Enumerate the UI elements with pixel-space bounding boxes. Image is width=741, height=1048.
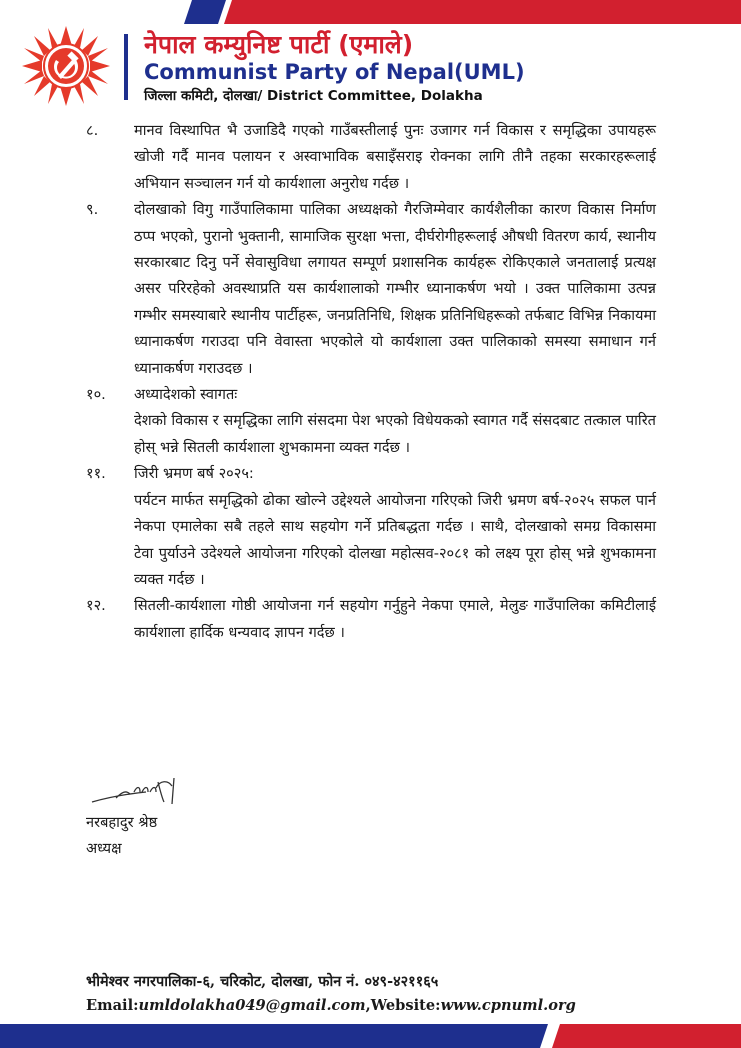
- resolution-item-12: [86, 593, 656, 646]
- signer-name: नरबहादुर श्रेष्ठ: [86, 814, 158, 831]
- website-link[interactable]: www.cpnuml.org: [440, 997, 576, 1014]
- item-text: पर्यटन मार्फत समृद्धिको ढोका खोल्ने उद्देश्यले आयोजना गरिएको जिरी भ्रमण बर्ष-२०२५ सफल पार्न नेकपा एमालेका सबै तहले साथ सहयोग गर्ने प्रतिबद्धता गर्दछ । साथै, दोलखाको समग्र विकासमा टेवा पुर्याउने उदेश्यले आयोजना गरिएको दोलखा महोत्सव-२०८१ को लक्ष्य पूरा होस् भन्ने शुभकामना व्यक्त गर्दछ ।: [134, 491, 656, 588]
- item-heading: जिरी भ्रमण बर्ष २०२५:: [134, 465, 254, 483]
- item-text: मानव विस्थापित भै उजाडिदै गएको गाउँबस्तीलाई पुनः उजागर गर्न विकास र समृद्धिका उपायहरू खोजी गर्दै मानव पलायन र अस्वाभाविक बसाइँसराइ रोक्नका लागि तीनै तहका सरकारहरूलाई अभियान सञ्चालन गर्न यो कार्यशाला अनुरोध गर्दछ ।: [134, 122, 656, 192]
- item-number: १२.: [86, 597, 106, 615]
- footer-address: भीमेश्वर नगरपालिका-६, चरिकोट, दोलखा, फोन नं. ०४९-४२११६५: [86, 973, 439, 990]
- item-text: सितली-कार्यशाला गोष्ठी आयोजना गर्न सहयोग गर्नुहुने नेकपा एमाले, मेलुङ गाउँपालिका कमिटीलाई कार्यशाला हार्दिक धन्यवाद ज्ञापन गर्दछ ।: [134, 597, 656, 641]
- footer-contact: [86, 997, 576, 1014]
- item-text: देशको विकास र समृद्धिका लागि संसदमा पेश भएको विधेयकको स्वागत गर्दै संसदबाट तत्काल पारित होस् भन्ने सितली कार्यशाला शुभकामना व्यक्त गर्दछ ।: [134, 412, 656, 456]
- item-number: ९.: [86, 201, 99, 219]
- email-label: Email:: [86, 997, 139, 1014]
- header-color-band: [0, 0, 741, 24]
- header-divider: [124, 34, 128, 100]
- email-link[interactable]: umldolakha049@gmail.com: [138, 997, 366, 1014]
- resolution-item-8: [86, 118, 656, 197]
- party-title-english: Communist Party of Nepal(UML): [144, 60, 525, 84]
- resolution-item-11: [86, 461, 656, 593]
- item-text: दोलखाको विगु गाउँपालिकामा पालिका अध्यक्षको गैरजिम्मेवार कार्यशैलीका कारण विकास निर्माण ठप्प भएको, पुरानो भुक्तानी, सामाजिक सुरक्षा भत्ता, दीर्घरोगीहरूलाई औषधी वितरण कार्य, स्थानीय सरकारबाट दिनु पर्ने सेवासुविधा लगायत सम्पूर्ण प्रशासनिक कार्यहरू रोकिएकाले जनतालाई प्रत्यक्ष असर परिरहेको अवस्थाप्रति यस कार्यशालाको गम्भीर ध्यानाकर्षण भयो । उक्त पालिकामा उत्पन्न गम्भीर समस्याबारे स्थानीय पार्टीहरू, जनप्रतिनिधि, शिक्षक प्रतिनिधिहरूको तर्फबाट विभिन्न निकायमा ध्यानाकर्षण गराउदा पनि वेवास्ता भएकोले यो कार्यशाला उक्त पालिकाको समस्या समाधान गर्न ध्यानाकर्षण गराउदछ ।: [134, 201, 656, 377]
- item-heading: अध्यादेशको स्वागतः: [134, 386, 238, 404]
- party-title-nepali: नेपाल कम्युनिष्ट पार्टी (एमाले): [144, 30, 414, 59]
- signer-title: अध्यक्ष: [86, 840, 122, 857]
- item-number: १०.: [86, 386, 106, 404]
- item-number: ११.: [86, 465, 106, 483]
- party-logo-emblem: [20, 24, 112, 108]
- resolution-item-9: [86, 197, 656, 382]
- footer-color-band: [0, 1024, 741, 1048]
- item-number: ८.: [86, 122, 99, 139]
- website-label: ,Website:: [365, 997, 441, 1014]
- resolution-list: [86, 118, 656, 646]
- committee-subtitle: जिल्ला कमिटी, दोलखा/ District Committee, Dolakha: [144, 88, 483, 104]
- resolution-item-10: [86, 382, 656, 461]
- handwritten-signature: [86, 768, 186, 812]
